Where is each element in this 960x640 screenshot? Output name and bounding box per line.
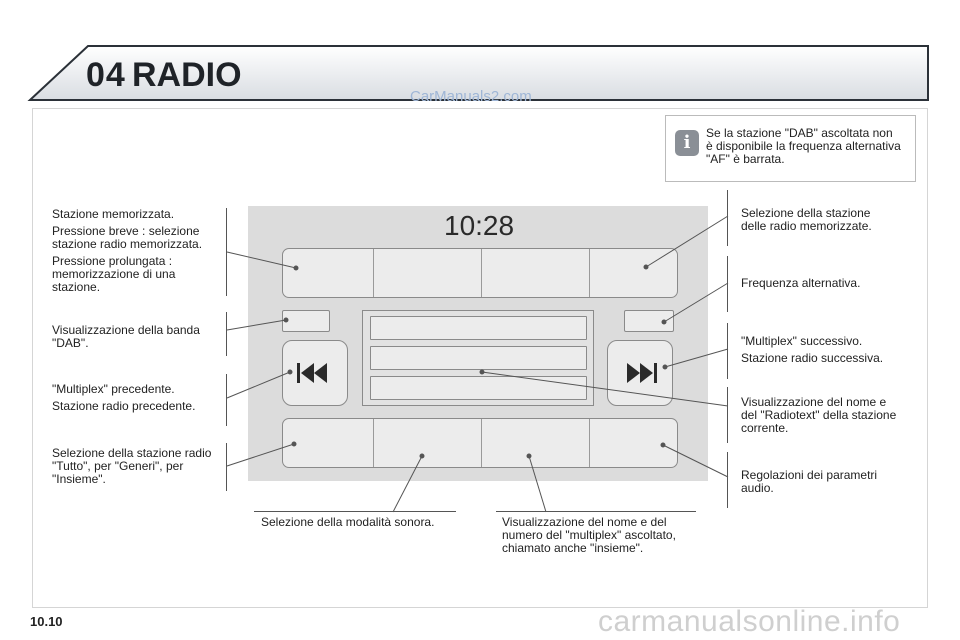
callout-multiplex-name: Visualizzazione del nome e del numero del "multiplex" ascoltato, chiamato anche "insieme". — [502, 515, 676, 555]
callout-next: "Multiplex" successivo. Stazione radio successiva. — [741, 334, 884, 365]
chapter-number: 04 — [86, 56, 126, 94]
callout-select-all: Selezione della stazione radio "Tutto", per "Generi", per "Insieme". — [52, 446, 212, 486]
info-icon: i — [675, 130, 699, 156]
callout-dab-band: Visualizzazione della banda "DAB". — [52, 323, 200, 350]
page-number: 10.10 — [30, 614, 63, 629]
callout-memorized-station: Stazione memorizzata. Pressione breve : selezione stazione radio memorizzata. Pressione prolungata : memorizzazione di una stazione. — [52, 207, 203, 294]
clock: 10:28 — [444, 210, 515, 241]
info-text: Se la stazione "DAB" ascoltata non è disponibile la frequenza alternativa "AF" è barrata. — [706, 126, 901, 166]
watermark-bottom: carmanualsonline.info — [598, 605, 901, 638]
callout-sound-mode: Selezione della modalità sonora. — [261, 515, 435, 529]
watermark-top: CarManuals2.com — [410, 88, 532, 105]
callout-name-radiotext: Visualizzazione del nome e del "Radiotext" della stazione corrente. — [741, 395, 897, 435]
callout-select-memorized: Selezione della stazione delle radio memorizzate. — [741, 206, 872, 233]
callout-audio-settings: Regolazioni dei parametri audio. — [741, 468, 878, 495]
callout-alt-frequency: Frequenza alternativa. — [741, 276, 861, 290]
page-title: RADIO — [132, 56, 242, 94]
callout-previous: "Multiplex" precedente. Stazione radio precedente. — [52, 382, 196, 413]
